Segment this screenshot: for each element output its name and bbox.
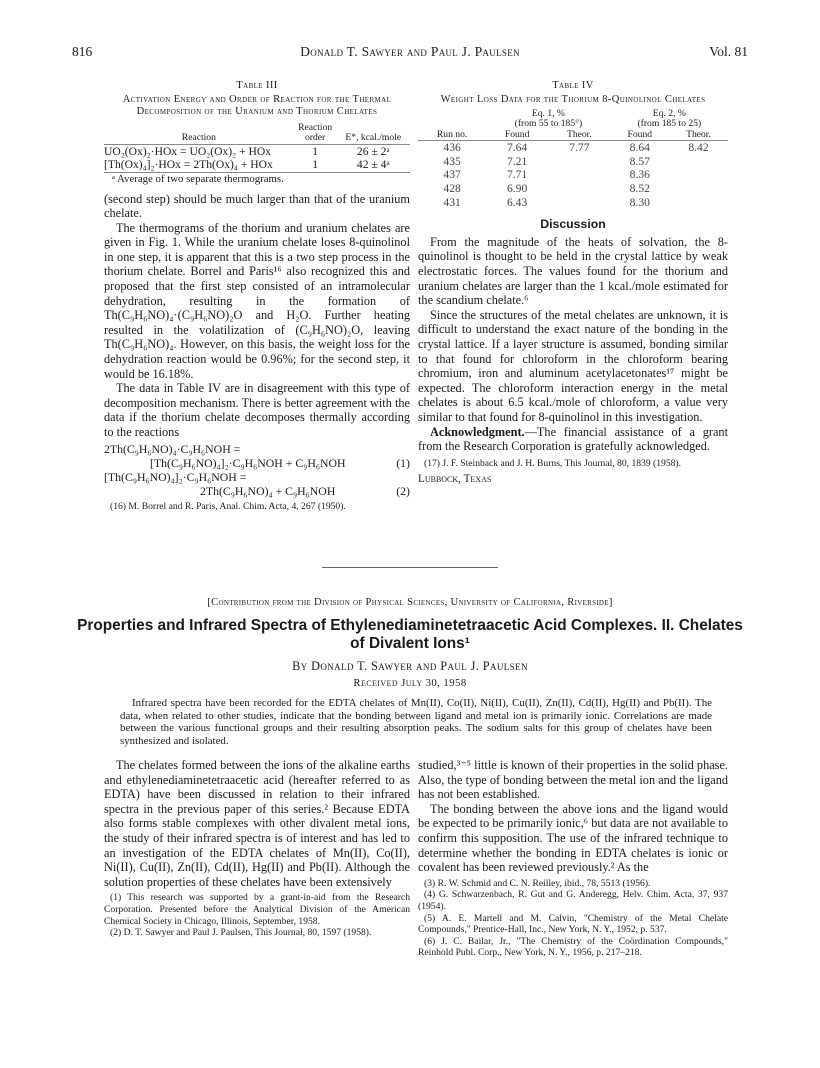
table4-header-run: Run no. [418,109,486,141]
footnote: (5) A. E. Martell and M. Calvin, "Chemistry of the Metal Chelate Compounds," Prentice-Hall, Inc., New York, N. Y., 1952, p. 537. [418,912,728,936]
equation-line: [Th(C₉H₆NO)₄]₂·C₉H₆NOH = [104,469,247,484]
table4-cell [548,196,611,210]
table3-header-energy: E*, kcal./mole [345,132,402,143]
acknowledgment [418,425,728,454]
paragraph: studied,³⁻⁵ little is known of their properties in the solid phase. Also, the type of bonding between the metal ion and the ligand has not been established. [418,758,728,802]
table4-header-eq1: Eq. 1, % [531,108,565,119]
equation-number: (2) [396,483,410,498]
acknowledgment-text: —The financial assistance of a grant from the Research Corporation is gratefully acknowledged. [418,424,728,454]
header-authors: Donald T. Sawyer and Paul J. Paulsen [300,44,520,59]
table4-cell: 7.77 [569,141,590,155]
volume-label: Vol. 81 [709,44,748,59]
table4-cell: 7.21 [506,154,528,168]
table4-cell: 8.52 [629,182,650,195]
footnote: (1) This research was supported by a grant-in-aid from the Research Corporation. Presented before the Analytical Division of the American Chemical Society in Chicago, Illinois, September, 1958. [104,892,410,927]
equation-number: (1) [396,455,410,470]
table4-cell [669,182,728,196]
top-left-column [104,80,410,512]
location: Lubbock, Texas [418,473,492,486]
table4-cell: 435 [443,154,461,168]
abstract: Infrared spectra have been recorded for the EDTA chelates of Mn(II), Co(II), Ni(II), Cu(II), Zn(II), Cd(II), Hg(II) and Pb(II). The data, when related to other studies, indicate that the bonding between ligand and metal ion is primarily ionic. Correlations are made between the various functional groups and their resulting absorption peaks. The sodium salts for this group of chelates have been synthesized and isolated. [120,697,712,747]
received-date: Received July 30, 1958 [353,677,467,689]
table-row [418,182,728,196]
table4-cell: 436 [443,141,461,155]
table4-header-theor: Theor. [566,128,592,140]
table4-cell: 8.36 [629,168,650,182]
table-row [418,196,728,210]
footnote: (2) D. T. Sawyer and Paul J. Paulsen, This Journal, 80, 1597 (1958). [110,927,372,939]
discussion-heading: Discussion [540,217,606,232]
paragraph: Since the structures of the metal chelates are unknown, it is difficult to understand the exact nature of the bonding in the crystal lattice. If a layer structure is assumed, bonding similar to that found for chloroform in the chloroform bearing chromium, iron and aluminum acetylacetonates¹⁷ might be expected. The chloroform interaction energy in the metal chelates is about 6.5 kcal./mole of chloroform, a value very similar to that found for 8-quinolinol in this investigation. [418,307,728,424]
table4-cell [669,168,728,182]
table4-cell: 6.90 [506,182,528,195]
table4-cell: 437 [443,168,461,182]
table4-cell: 428 [443,182,461,195]
table4-header-eq1-range: (from 55 to 185°) [514,118,583,130]
table3-cell: 26 ± 2ᵃ [356,144,390,158]
paragraph: The thermograms of the thorium and uranium chelates are given in Fig. 1. While the uranium chelate loses 8-quinolinol in one step, it is apparent that this is a two step process in the thorium chelate. Borrel and Paris¹⁶ also recognized this and proposed that the first step consisted of an intramolecular dehydration, resulting in the formation of Th(C₉H₆NO)₄·(C₉H₆NO)₂O and H₂O. Further heating resulted in the volatilization of (C₉H₆NO)₂O, leaving Th(C₉H₆NO)₄. However, on this basis, the weight loss for the dehydration reaction would be 0.96%; for the second step, it would be 16.18%. [104,220,410,381]
running-header [72,44,748,60]
table4-cell: 7.71 [506,168,528,182]
acknowledgment-label: Acknowledgment. [430,424,525,439]
table4-header-found: Found [504,128,530,140]
footnote-16: (16) M. Borrel and R. Paris, Anal. Chim. Acta, 4, 267 (1950). [110,500,346,512]
table4-header-eq2: Eq. 2, % [652,108,686,119]
table3-caption: Activation Energy and Order of Reaction for the Thermal Decomposition of the Uranium and Thorium Chelates [122,93,392,117]
table4-header-theor: Theor. [686,128,711,140]
footnote: (6) J. C. Bailar, Jr., "The Chemistry of the Coördination Compounds," Reinhold Publ. Corp., New York, N. Y., 1956, p. 217–218. [418,935,728,959]
table4-cell [669,196,728,210]
table4-header-eq2-range: (from 185 to 25) [637,118,702,130]
section-divider [322,567,498,568]
table3-cell: 1 [312,158,319,171]
table3-cell: [Th(Ox)₄]₂·HOx = 2Th(Ox)₄ + HOx [104,158,273,171]
table3-header-order: Reaction order [298,121,333,143]
table3-cell: 1 [312,144,319,158]
equation-line: [Th(C₉H₆NO)₄]₂·C₉H₆NOH + C₉H₆NOH [150,455,346,470]
byline: By Donald T. Sawyer and Paul J. Paulsen [292,659,528,673]
bottom-right-column [418,758,728,959]
table4 [418,109,728,209]
paragraph: (second step) should be much larger than that of the uranium chelate. [104,191,410,221]
table3-footnote: ᵃ Average of two separate thermograms. [112,172,284,185]
table4-cell: 8.30 [629,195,650,209]
article-title: Properties and Infrared Spectra of Ethylenediaminetetraacetic Acid Complexes. II. Chelates of Divalent Ions¹ [77,617,743,652]
equation-line: 2Th(C₉H₆NO)₄·C₉H₆NOH = [104,441,241,456]
table-row [418,168,728,182]
table3-cell: 42 ± 4ᵃ [356,158,390,171]
table-row [104,144,410,158]
table4-cell [669,155,728,169]
table-row [418,155,728,169]
contribution-line: [Contribution from the Division of Physical Sciences, University of California, Riverside] [207,597,613,608]
table4-cell: 7.64 [506,141,528,155]
table4-cell: 6.43 [506,195,528,209]
page-number: 816 [72,44,93,59]
table4-caption: Weight Loss Data for the Thorium 8-Quinolinol Chelates [440,93,706,105]
table4-header-found: Found [627,128,653,140]
table3-header-reaction: Reaction [181,132,216,143]
paragraph: From the magnitude of the heats of solvation, the 8-quinolinol is thought to be held in the crystal lattice by weak electrostatic forces. The values found for the thorium and uranium chelates are larger than the 1 kcal./mole estimated for the scandium chelate.⁶ [418,234,728,308]
table3-cell: UO₂(Ox)₂·HOx = UO₂(Ox)₂ + HOx [104,144,272,158]
paragraph: The chelates formed between the ions of the alkaline earths and ethylenediaminetetraacetic acid (hereafter referred to as EDTA) have been discussed in relation to their infrared spectra in the previous paper of this series.² Because EDTA also forms stable complexes with other divalent metal ions, the study of their infrared spectra is of interest and has led to an investigation of the EDTA chelates of Mn(II), Co(II), Ni(II), Cu(II), Zn(II), Cd(II), Hg(II) and Pb(II). Although the solution properties of these chelates have been extensively [104,758,410,889]
table3-number: Table III [236,80,278,91]
table-row [418,141,728,155]
table4-cell [548,155,611,169]
top-right-column [418,80,728,487]
footnote: (4) G. Schwarzenbach, R. Gut and G. Anderegg, Helv. Chim. Acta, 37, 937 (1954). [418,889,728,912]
table4-cell [548,168,611,182]
table3 [104,123,410,173]
bottom-left-column [104,758,410,939]
footnote: (3) R. W. Schmid and C. N. Reilley, ibid., 78, 5513 (1956). [424,877,651,889]
paragraph: The bonding between the above ions and the ligand would be expected to be primarily ionic,⁶ but data are not available to confirm this supposition. The use of the infrared technique to determine whether the bonding in EDTA chelates is ionic or covalent has been reviewed previously.² As the [418,801,728,875]
footnote-17: (17) J. F. Steinback and J. H. Burns, This Journal, 80, 1839 (1958). [424,457,682,469]
table4-cell: 8.64 [629,141,650,155]
table-row [104,158,410,172]
table4-cell: 8.57 [629,154,650,168]
paragraph: The data in Table IV are in disagreement with this type of decomposition mechanism. There is better agreement with the data if the thorium chelate decomposes thermally according to the reactions [104,381,410,439]
table4-number: Table IV [552,80,594,91]
equation-2 [104,470,410,498]
equation-1 [104,442,410,470]
table4-cell: 8.42 [688,141,709,155]
table4-cell: 431 [443,195,461,209]
equation-line: 2Th(C₉H₆NO)₄ + C₉H₆NOH [200,483,336,498]
table4-cell [548,182,611,196]
